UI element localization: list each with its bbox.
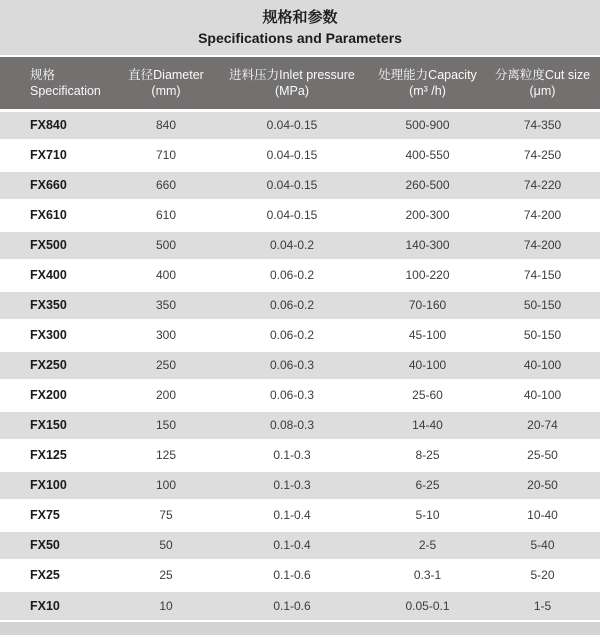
column-header-line1: 分离粒度Cut size <box>494 67 591 82</box>
capacity-cell: 8-25 <box>370 440 485 470</box>
table-row <box>0 590 600 620</box>
diameter-cell: 300 <box>118 320 214 350</box>
cut-size-cell: 74-200 <box>485 230 600 260</box>
diameter-cell: 350 <box>118 290 214 320</box>
diameter-cell: 10 <box>118 590 214 620</box>
table-body <box>0 110 600 620</box>
cut-size-cell: 74-220 <box>485 170 600 200</box>
spec-cell: FX100 <box>0 470 118 500</box>
spec-cell: FX50 <box>0 530 118 560</box>
table-row <box>0 470 600 500</box>
diameter-cell: 125 <box>118 440 214 470</box>
capacity-cell: 40-100 <box>370 350 485 380</box>
cut-size-cell: 74-150 <box>485 260 600 290</box>
capacity-cell: 260-500 <box>370 170 485 200</box>
table-row <box>0 410 600 440</box>
cut-size-cell: 25-50 <box>485 440 600 470</box>
column-header-line2: Specification <box>30 83 101 98</box>
cut-size-cell: 20-74 <box>485 410 600 440</box>
column-header-capacity <box>370 57 485 110</box>
title-en: Specifications and Parameters <box>198 29 402 46</box>
inlet-pressure-cell: 0.1-0.4 <box>214 500 370 530</box>
table-row <box>0 200 600 230</box>
cut-size-cell: 10-40 <box>485 500 600 530</box>
diameter-cell: 610 <box>118 200 214 230</box>
inlet-pressure-cell: 0.1-0.3 <box>214 470 370 500</box>
inlet-pressure-cell: 0.04-0.15 <box>214 200 370 230</box>
capacity-cell: 140-300 <box>370 230 485 260</box>
table-row <box>0 530 600 560</box>
header-row <box>0 57 600 110</box>
spec-cell: FX25 <box>0 560 118 590</box>
spec-cell: FX75 <box>0 500 118 530</box>
column-header-line1: 进料压力Inlet pressure <box>229 67 355 82</box>
cut-size-cell: 40-100 <box>485 380 600 410</box>
diameter-cell: 660 <box>118 170 214 200</box>
diameter-cell: 710 <box>118 140 214 170</box>
cut-size-cell: 50-150 <box>485 290 600 320</box>
column-header-diameter <box>118 57 214 110</box>
spec-cell: FX660 <box>0 170 118 200</box>
diameter-cell: 400 <box>118 260 214 290</box>
capacity-cell: 2-5 <box>370 530 485 560</box>
cut-size-cell: 74-200 <box>485 200 600 230</box>
column-header-specification <box>0 57 118 110</box>
capacity-cell: 400-550 <box>370 140 485 170</box>
cut-size-cell: 74-350 <box>485 110 600 140</box>
table-row <box>0 560 600 590</box>
table-row <box>0 110 600 140</box>
spec-cell: FX150 <box>0 410 118 440</box>
column-header-line2: (μm) <box>529 83 556 98</box>
capacity-cell: 500-900 <box>370 110 485 140</box>
spec-cell: FX840 <box>0 110 118 140</box>
spec-cell: FX250 <box>0 350 118 380</box>
inlet-pressure-cell: 0.06-0.3 <box>214 350 370 380</box>
inlet-pressure-cell: 0.1-0.4 <box>214 530 370 560</box>
specifications-table <box>0 57 600 620</box>
table-row <box>0 170 600 200</box>
footer-strip <box>0 620 600 635</box>
inlet-pressure-cell: 0.1-0.3 <box>214 440 370 470</box>
table-row <box>0 230 600 260</box>
column-header-cut-size <box>485 57 600 110</box>
spec-cell: FX350 <box>0 290 118 320</box>
capacity-cell: 6-25 <box>370 470 485 500</box>
table-row <box>0 290 600 320</box>
table-row <box>0 320 600 350</box>
cut-size-cell: 20-50 <box>485 470 600 500</box>
spec-cell: FX200 <box>0 380 118 410</box>
inlet-pressure-cell: 0.06-0.2 <box>214 260 370 290</box>
cut-size-cell: 40-100 <box>485 350 600 380</box>
cut-size-cell: 1-5 <box>485 590 600 620</box>
capacity-cell: 45-100 <box>370 320 485 350</box>
capacity-cell: 200-300 <box>370 200 485 230</box>
inlet-pressure-cell: 0.1-0.6 <box>214 560 370 590</box>
inlet-pressure-cell: 0.1-0.6 <box>214 590 370 620</box>
inlet-pressure-cell: 0.04-0.15 <box>214 110 370 140</box>
column-header-inlet-pressure <box>214 57 370 110</box>
capacity-cell: 70-160 <box>370 290 485 320</box>
table-row <box>0 500 600 530</box>
table-row <box>0 260 600 290</box>
spec-cell: FX710 <box>0 140 118 170</box>
inlet-pressure-cell: 0.06-0.2 <box>214 320 370 350</box>
column-header-line2: (m³ /h) <box>409 83 446 98</box>
inlet-pressure-cell: 0.04-0.2 <box>214 230 370 260</box>
capacity-cell: 100-220 <box>370 260 485 290</box>
cut-size-cell: 5-40 <box>485 530 600 560</box>
cut-size-cell: 74-250 <box>485 140 600 170</box>
column-header-line1: 处理能力Capacity <box>378 67 477 82</box>
capacity-cell: 5-10 <box>370 500 485 530</box>
title-zh: 规格和参数 <box>262 9 338 27</box>
diameter-cell: 75 <box>118 500 214 530</box>
spec-cell: FX10 <box>0 590 118 620</box>
column-header-line1: 规格 <box>30 67 56 82</box>
capacity-cell: 0.05-0.1 <box>370 590 485 620</box>
diameter-cell: 200 <box>118 380 214 410</box>
inlet-pressure-cell: 0.04-0.15 <box>214 140 370 170</box>
diameter-cell: 150 <box>118 410 214 440</box>
capacity-cell: 0.3-1 <box>370 560 485 590</box>
diameter-cell: 500 <box>118 230 214 260</box>
spec-cell: FX500 <box>0 230 118 260</box>
column-header-line2: (mm) <box>151 83 181 98</box>
inlet-pressure-cell: 0.06-0.2 <box>214 290 370 320</box>
cut-size-cell: 5-20 <box>485 560 600 590</box>
spec-cell: FX300 <box>0 320 118 350</box>
column-header-line2: (MPa) <box>274 83 310 98</box>
capacity-cell: 14-40 <box>370 410 485 440</box>
spec-cell: FX400 <box>0 260 118 290</box>
diameter-cell: 250 <box>118 350 214 380</box>
diameter-cell: 100 <box>118 470 214 500</box>
inlet-pressure-cell: 0.04-0.15 <box>214 170 370 200</box>
cut-size-cell: 50-150 <box>485 320 600 350</box>
capacity-cell: 25-60 <box>370 380 485 410</box>
diameter-cell: 840 <box>118 110 214 140</box>
page-title <box>0 0 600 55</box>
diameter-cell: 50 <box>118 530 214 560</box>
inlet-pressure-cell: 0.08-0.3 <box>214 410 370 440</box>
table-header <box>0 57 600 110</box>
table-row <box>0 380 600 410</box>
table-row <box>0 440 600 470</box>
table-row <box>0 350 600 380</box>
column-header-line1: 直径Diameter <box>128 67 204 82</box>
inlet-pressure-cell: 0.06-0.3 <box>214 380 370 410</box>
spec-cell: FX610 <box>0 200 118 230</box>
table-row <box>0 140 600 170</box>
diameter-cell: 25 <box>118 560 214 590</box>
spec-cell: FX125 <box>0 440 118 470</box>
